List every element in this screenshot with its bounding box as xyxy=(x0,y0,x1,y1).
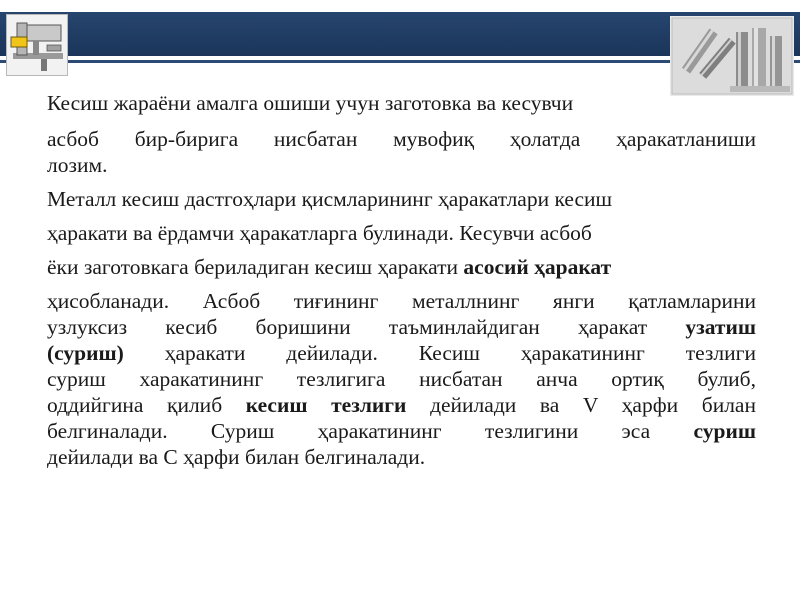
text-run: белгиналади. Суриш ҳаракатининг тезлигини эса xyxy=(47,419,694,443)
text-run: ҳаракати дейилади. Кесиш ҳаракатининг тезлиги xyxy=(123,341,756,365)
text-run: лозим. xyxy=(47,153,108,177)
text-run: ҳаракати ва ёрдамчи ҳаракатларга булинади. Кесувчи асбоб xyxy=(47,221,592,245)
text-run: оддийгина қилиб xyxy=(47,393,246,417)
text-run: ҳисобланади. Асбоб тиғининг металлнинг янги қатламларини xyxy=(47,289,756,313)
text-line xyxy=(47,186,756,212)
cutting-tools-photo xyxy=(670,16,794,96)
text-run: ёки заготовкага бериладиган кесиш ҳаракати xyxy=(47,255,464,279)
bold-term: узатиш xyxy=(685,315,756,339)
machine-tool-illustration xyxy=(6,14,68,76)
text-run: дейилади ва С ҳарфи билан белгиналади. xyxy=(47,445,426,469)
text-line xyxy=(47,254,756,280)
text-run: суриш харакатининг тезлигига нисбатан анча ортиқ булиб, xyxy=(47,367,756,391)
text-line xyxy=(47,314,756,340)
text-run: Кесиш жараёни амалга ошиши учун заготовка ва кесувчи xyxy=(47,91,574,115)
machine-tool-icon xyxy=(7,15,67,75)
text-line xyxy=(47,90,756,116)
text-line xyxy=(47,126,756,152)
text-line xyxy=(47,444,756,470)
slide-text xyxy=(47,90,756,470)
bold-term: кесиш тезлиги xyxy=(245,393,407,417)
text-run: Металл кесиш дастгоҳлари қисмларининг ҳаракатлари кесиш xyxy=(47,187,613,211)
bold-term: (суриш) xyxy=(47,341,124,365)
text-line xyxy=(47,366,756,392)
cutting-tools-icon xyxy=(670,16,794,96)
bold-term: асосий ҳаракат xyxy=(463,255,612,279)
text-line xyxy=(47,220,756,246)
bold-term: суриш xyxy=(693,419,756,443)
text-line xyxy=(47,392,756,418)
text-run: асбоб бир-бирига нисбатан мувофиқ ҳолатда ҳаракатланиши xyxy=(47,127,756,151)
text-line xyxy=(47,340,756,366)
text-run: узлуксиз кесиб боришини таъминлайдиган ҳаракат xyxy=(47,315,686,339)
text-line xyxy=(47,152,756,178)
text-run: дейилади ва V ҳарфи билан xyxy=(406,393,756,417)
text-line xyxy=(47,418,756,444)
text-line xyxy=(47,288,756,314)
